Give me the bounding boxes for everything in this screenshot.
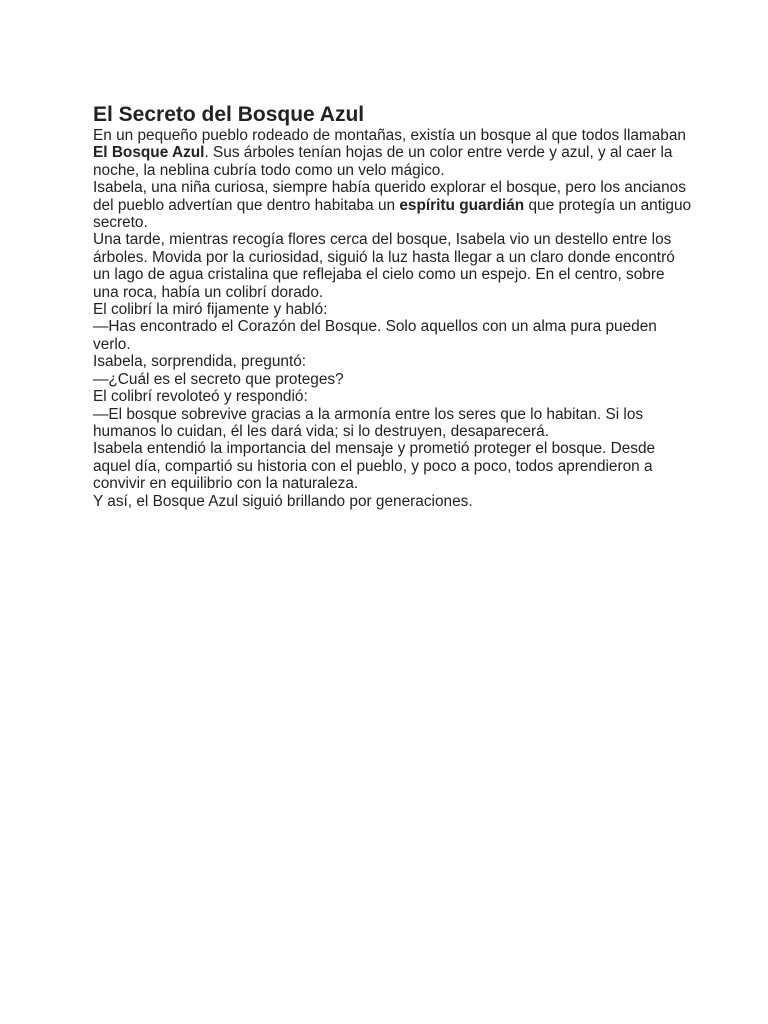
- paragraph-1-text-after: . Sus árboles tenían hojas de un color entre verde y azul, y al caer la noche, la neblina cubría todo como un velo mágico.: [93, 144, 673, 179]
- paragraph-1: [93, 127, 693, 179]
- paragraph-2-bold: espíritu guardián: [399, 196, 525, 214]
- paragraph-2: [93, 179, 693, 231]
- paragraph-10: Isabela entendió la importancia del mensaje y prometió proteger el bosque. Desde aquel día, compartió su historia con el pueblo, y poco a poco, todos aprendieron a convivir en equilibrio con la naturaleza.: [93, 440, 656, 493]
- paragraph-9: —El bosque sobrevive gracias a la armonía entre los seres que lo habitan. Si los humanos lo cuidan, él les dará vida; si lo destruyen, desaparecerá.: [93, 405, 644, 440]
- paragraph-4: El colibrí la miró fijamente y habló:: [93, 301, 328, 319]
- paragraph-1-text-before: En un pequeño pueblo rodeado de montañas, existía un bosque al que todos llamaban: [93, 127, 686, 144]
- paragraph-2-text-before: Isabela, una niña curiosa, siempre había querido explorar el bosque, pero los ancianos del pueblo advertían que dentro habitaba un: [93, 179, 686, 214]
- document-title: El Secreto del Bosque Azul: [93, 103, 365, 126]
- paragraph-11: Y así, el Bosque Azul siguió brillando por generaciones.: [93, 492, 473, 510]
- paragraph-1-bold: El Bosque Azul: [93, 144, 205, 162]
- paragraph-7: —¿Cuál es el secreto que proteges?: [93, 370, 344, 388]
- paragraph-8: El colibrí revoloteó y respondió:: [93, 388, 308, 406]
- paragraph-5: —Has encontrado el Corazón del Bosque. Solo aquellos con un alma pura pueden verlo.: [93, 318, 657, 353]
- paragraph-2-text-after: que protegía un antiguo secreto.: [93, 196, 692, 232]
- paragraph-6: Isabela, sorprendida, preguntó:: [93, 353, 307, 371]
- document-body: [93, 102, 693, 510]
- paragraph-3: Una tarde, mientras recogía flores cerca del bosque, Isabela vio un destello entre los árboles. Movida por la curiosidad, siguió la luz hasta llegar a un claro donde encontró un lago de agua cristalina que reflejaba el cielo como un espejo. En el centro, sobre una roca, había un colibrí dorado.: [93, 231, 675, 301]
